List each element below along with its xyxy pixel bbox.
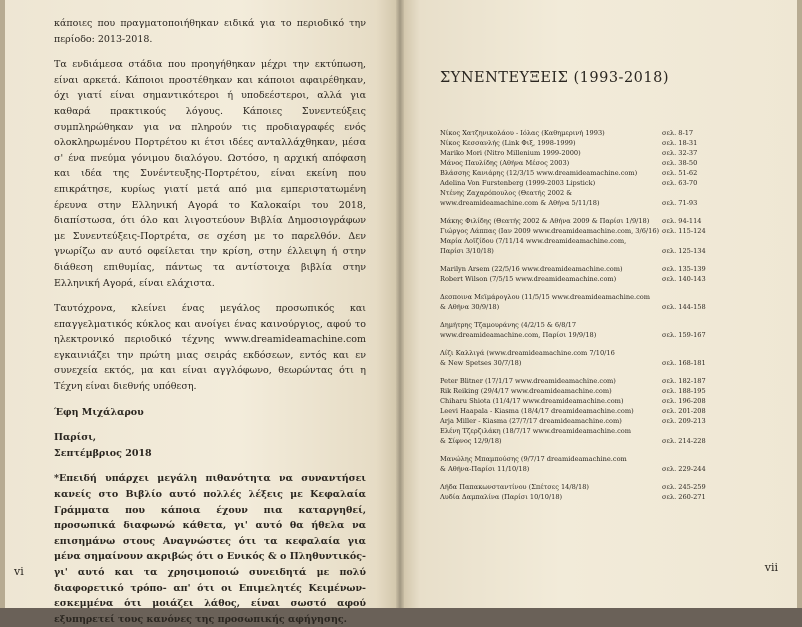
toc-entry xyxy=(440,320,712,330)
paragraph-new-cycle: Ταυτόχρονα, κλείνει ένας μεγάλος προσωπικός και επαγγελματικός κύκλος και ανοίγει ένας καινούργιος, αφού το ηλεκτρονικό περιοδικό τέχνης www.dreamideamachine.com εγκαινιάζει την πρώτη μιας σειράς εκδόσεων, εντός και εν συνεχεία εκτός, μα και είναι αγγλόφωνο, θεωρώντας ότι η Τέχνη είναι διεθνής υπόθεση. xyxy=(54,303,366,393)
toc-entry-pages: σελ. 188-195 xyxy=(662,387,706,395)
footnote: *Επειδή υπάρχει μεγάλη πιθανότητα να συναντήσει κανείς στο Βιβλίο αυτό πολλές λέξεις με Κεφαλαία Γράμματα που κάποια έχουν πια καταργηθεί, προσωπικά διαφωνώ κάθετα, γι' αυτό θα ήθελα να επισημάνω στους Αναγνώστες ότι τα κεφαλαία για μένα σημαίνουν ακριβώς ότι ο Ενικός & ο Πληθυντικός-γι' αυτό και τα χρησιμοποιώ συνειδητά με πολύ διαφορετικό τρόπο- απ' ότι οι Επιμελητές Κειμένων- εσκεμμένα ότι μοιάζει λάθος, είναι σωστό αφού εξυπηρετεί τους κανόνες της προσωπικής αφήγησης. xyxy=(54,473,366,625)
toc-entry-pages xyxy=(662,426,712,436)
toc-entry-pages: σελ. 71-93 xyxy=(662,199,698,207)
toc-entry xyxy=(440,216,712,226)
toc-entry xyxy=(440,138,712,148)
toc-entry xyxy=(440,416,712,426)
page-number-left: vi xyxy=(14,565,24,578)
toc-entry xyxy=(440,236,712,246)
toc-entry xyxy=(440,226,712,236)
toc-entry xyxy=(440,302,712,312)
toc-title: ΣΥΝΕΝΤΕΥΞΕΙΣ (1993-2018) xyxy=(440,70,670,86)
signature-date: Σεπτέμβριος 2018 xyxy=(54,447,152,459)
toc-entry-pages: σελ. 115-124 xyxy=(662,227,706,235)
toc-entry-pages: σελ. 209-213 xyxy=(662,417,706,425)
toc-entry-name: www.dreamideamachine.com & Αθήνα 5/11/18) xyxy=(440,199,600,207)
left-page-edge xyxy=(0,0,5,608)
toc-entry-pages: σελ. 159-167 xyxy=(662,331,706,339)
toc-entry xyxy=(440,406,712,416)
toc-entry-name: Adelina Von Furstenberg (1999-2003 Lipstick) xyxy=(440,179,596,187)
toc-entry-name: Γιώργος Λάππας (Ιαν 2009 www.dreamideamachine.com, 3/6/16) xyxy=(440,227,660,235)
toc-entry-name: www.dreamideamachine.com, Παρίσι 19/9/18) xyxy=(440,331,597,339)
toc-entry-pages: σελ. 38-50 xyxy=(662,159,698,167)
toc-entry-pages xyxy=(662,236,712,246)
toc-entry-pages: σελ. 182-187 xyxy=(662,377,706,385)
toc-entry xyxy=(440,274,712,284)
toc-entry xyxy=(440,178,712,188)
toc-entry-pages: σελ. 32-37 xyxy=(662,149,698,157)
toc-entry xyxy=(440,148,712,158)
toc-entry-name: Λυδία Δαμπαλίνα (Παρίσι 10/10/18) xyxy=(440,493,563,501)
toc-entry-name: Νίκος Χατζηνικολάου - Ιόλας (Καθημερινή 1993) xyxy=(440,129,605,137)
toc-entry-pages: σελ. 260-271 xyxy=(662,493,706,501)
toc-entry-name: Δημήτρης Τζαμουράνης (4/2/15 & 6/8/17 xyxy=(440,321,577,329)
toc-list xyxy=(440,128,712,502)
page-number-right: vii xyxy=(764,561,778,574)
toc-entry-name: Rik Reiking (29/4/17 www.dreamideamachine.com) xyxy=(440,387,612,395)
toc-entry-name: Λήδα Παπακωνσταντίνου (Σπέτσες 14/8/18) xyxy=(440,483,589,491)
toc-entry xyxy=(440,464,712,474)
toc-entry-pages: σελ. 94-114 xyxy=(662,217,702,225)
toc-entry xyxy=(440,376,712,386)
toc-group-spacer xyxy=(440,208,712,216)
toc-entry xyxy=(440,454,712,464)
toc-entry-name: Robert Wilson (7/5/15 www.dreamideamachine.com) xyxy=(440,275,617,283)
signature-place: Παρίσι, xyxy=(54,432,97,444)
toc-entry xyxy=(440,330,712,340)
toc-entry xyxy=(440,188,712,198)
toc-entry-name: Chiharu Shiota (11/4/17 www.dreamideamachine.com) xyxy=(440,397,624,405)
toc-entry xyxy=(440,436,712,446)
toc-entry-pages: σελ. 144-158 xyxy=(662,303,706,311)
toc-entry xyxy=(440,292,712,302)
toc-entry-pages: σελ. 135-139 xyxy=(662,265,706,273)
book-gutter xyxy=(396,0,404,608)
toc-entry-pages: σελ. 168-181 xyxy=(662,359,706,367)
toc-entry-pages: σελ. 245-259 xyxy=(662,483,706,491)
toc-entry-name: Arja Miller - Kiasma (27/7/17 dreamideamachine.com) xyxy=(440,417,622,425)
toc-entry xyxy=(440,358,712,368)
toc-entry-name: Δεσποινα Μεϊμάρογλου (11/5/15 www.dreamideamachine.com xyxy=(440,293,651,301)
toc-entry-name: Νίκος Κεσσανλής (Link Φιξ, 1998-1999) xyxy=(440,139,576,147)
toc-entry-pages xyxy=(662,292,712,302)
toc-group-spacer xyxy=(440,368,712,376)
toc-entry xyxy=(440,396,712,406)
toc-entry-name: Ντένης Ζαχαρόπουλος (Θεατής 2002 & xyxy=(440,189,573,197)
toc-entry-name: & Αθήνα-Παρίσι 11/10/18) xyxy=(440,465,530,473)
toc-entry-pages: σελ. 201-208 xyxy=(662,407,706,415)
toc-entry-name: Μανώλης Μπαμπούσης (9/7/17 dreamideamachine.com xyxy=(440,455,627,463)
toc-entry-name: Ελένη Τζερζιλάκη (18/7/17 www.dreamideamachine.com xyxy=(440,427,632,435)
toc-entry-name: Μαρία Λοϊζίδου (7/11/14 www.dreamideamachine.com, xyxy=(440,237,627,245)
toc-entry-name: Μάνος Παυλίδης (Αθήνα Μέσος 2003) xyxy=(440,159,570,167)
toc-group-spacer xyxy=(440,312,712,320)
toc-entry-name: Παρίσι 3/10/18) xyxy=(440,247,494,255)
paragraph-process: Τα ενδιάμεσα στάδια που προηγήθηκαν μέχρι την εκτύπωση, είναι αρκετά. Κάποιοι προστέθηκαν και κάποιοι αφαιρέθηκαν, όχι γιατί είναι σημαντικότεροι ή υποδεέστεροι, αλλά για καθαρά πρακτικούς λόγους. Κάποιες Συνεντεύξεις συμπληρώθηκαν για να πληρούν τις προδιαγραφές ενός ολοκληρωμένου Πορτρέτου κι έτσι ιδέες ανταλλάχθηκαν, μέσα σ' ένα πνεύμα γόνιμου διαλόγου. Ωστόσο, η αρχική απόφαση και ιδέα της Συνέντευξης-Πορτρέτου, είναι εκείνη που επικράτησε, κυρίως γιατί μετά από μια εμπεριστατωμένη έρευνα στην Ελληνική Αγορά το Καλοκαίρι του 2018, διαπίστωσα, ότι όλο και λιγοστεύουν Βιβλία Δημοσιογράφων με Συνεντεύξεις-Πορτρέτα, σε σχέση με το παρελθόν. Δεν γνωρίζω αν αυτό οφείλεται την κρίση, στην έλλειψη ή στην διάθεση επιθυμίας, πάντως τα αντίστοιχα βιβλία στην Ελληνική Αγορά, είναι ελάχιστα. xyxy=(54,59,366,289)
toc-entry-name: Mariko Mori (Nitro Millenium 1999-2000) xyxy=(440,149,581,157)
right-page-edge xyxy=(797,0,802,608)
toc-entry-name: & New Spetses 30/7/18) xyxy=(440,359,522,367)
author-signature: Έφη Μιχάλαρου xyxy=(54,406,144,418)
toc-group-spacer xyxy=(440,284,712,292)
right-page xyxy=(400,0,802,608)
toc-entry xyxy=(440,158,712,168)
toc-entry-name: Marilyn Arsem (22/5/16 www.dreamideamachine.com) xyxy=(440,265,623,273)
toc-entry-pages xyxy=(662,348,712,358)
toc-entry-name: & Σίφνος 12/9/18) xyxy=(440,437,502,445)
toc-entry-name: Βλάσσης Κανιάρης (12/3/15 www.dreamideamachine.com) xyxy=(440,169,638,177)
toc-entry-name: Λίζι Καλλιγά (www.dreamideamachine.com 7/10/16 xyxy=(440,349,615,357)
toc-group-spacer xyxy=(440,256,712,264)
toc-entry-name: & Αθήνα 30/9/18) xyxy=(440,303,500,311)
toc-entry-pages: σελ. 18-31 xyxy=(662,139,698,147)
toc-entry xyxy=(440,492,712,502)
toc-entry-pages: σελ. 196-208 xyxy=(662,397,706,405)
toc-entry xyxy=(440,426,712,436)
toc-entry xyxy=(440,246,712,256)
left-page-text xyxy=(54,16,366,627)
toc-entry xyxy=(440,128,712,138)
toc-entry xyxy=(440,386,712,396)
toc-entry-pages xyxy=(662,188,712,198)
toc-entry xyxy=(440,168,712,178)
toc-group-spacer xyxy=(440,474,712,482)
toc-entry-name: Leevi Haapala - Kiasma (18/4/17 dreamideamachine.com) xyxy=(440,407,634,415)
toc-entry-name: Peter Blitner (17/1/17 www.dreamideamachine.com) xyxy=(440,377,616,385)
toc-entry xyxy=(440,264,712,274)
toc-entry xyxy=(440,348,712,358)
toc-entry-pages xyxy=(662,320,712,330)
toc-group-spacer xyxy=(440,446,712,454)
toc-entry-pages: σελ. 214-228 xyxy=(662,437,706,445)
toc-entry xyxy=(440,482,712,492)
toc-entry-pages: σελ. 63-70 xyxy=(662,179,698,187)
toc-entry-pages: σελ. 125-134 xyxy=(662,247,706,255)
toc-entry-pages: σελ. 140-143 xyxy=(662,275,706,283)
toc-group-spacer xyxy=(440,340,712,348)
left-page xyxy=(0,0,400,625)
toc-entry-name: Μάκης Φιλίδης (Θεατής 2002 & Αθήνα 2009 & Παρίσι 1/9/18) xyxy=(440,217,650,225)
toc-entry-pages: σελ. 51-62 xyxy=(662,169,698,177)
toc-entry-pages: σελ. 229-244 xyxy=(662,465,706,473)
toc-entry-pages xyxy=(662,454,712,464)
toc-entry xyxy=(440,198,712,208)
paragraph-intro-end: κάποιες που πραγματοποιήθηκαν ειδικά για το περιοδικό την περίοδο: 2013-2018. xyxy=(54,18,366,45)
toc-entry-pages: σελ. 8-17 xyxy=(662,129,694,137)
